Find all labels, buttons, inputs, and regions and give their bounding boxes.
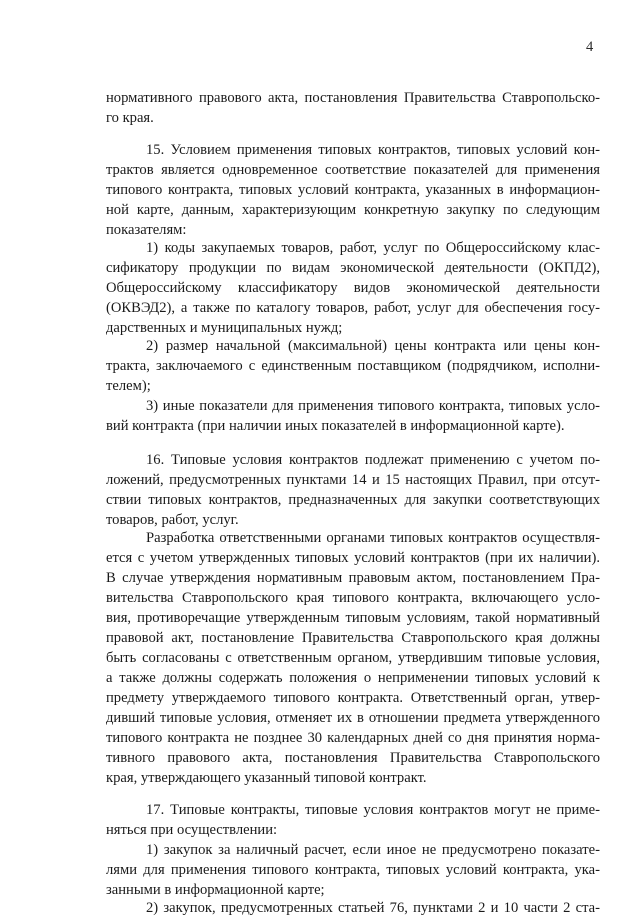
text-line: а также должны содержать положения о неприменении типовых условий к xyxy=(106,670,600,686)
page-number: 4 xyxy=(586,39,594,55)
text-line: вий контракта (при наличии иных показателей в информационной карте). xyxy=(106,418,565,434)
text-line: няться при осуществлении: xyxy=(106,822,278,838)
text-line: товаров, работ, услуг. xyxy=(106,512,239,528)
text-line: трактов является одновременное соответствие показателей для применения xyxy=(106,162,600,178)
text-line: занными в информационной карте; xyxy=(106,882,325,898)
text-line: тивного правового акта, постановления Правительства Ставропольского xyxy=(106,750,600,766)
text-line: правовой акт, постановление Правительства Ставропольского края должны xyxy=(106,630,600,646)
text-line: вительства Ставропольского края типового контракта, включающего усло- xyxy=(106,590,600,606)
text-line: 15. Условием применения типовых контрактов, типовых условий кон- xyxy=(146,142,600,158)
text-line: 1) закупок за наличный расчет, если иное не предусмотрено показате- xyxy=(146,842,600,858)
text-line: дарственных и муниципальных нужд; xyxy=(106,320,343,336)
text-line: го края. xyxy=(106,110,154,126)
text-line: края, утверждающего указанный типовой контракт. xyxy=(106,770,427,786)
text-line: вия, противоречащие утвержденным типовым условиям, такой нормативный xyxy=(106,610,600,626)
text-line: Общероссийскому классификатору видов экономической деятельности xyxy=(106,280,600,296)
text-line: дивший типовые условия, отменяет их в отношении предмета утвержденного xyxy=(106,710,600,726)
text-line: типового контракта, типовых условий контракта, указанных в информацион- xyxy=(106,182,600,198)
text-line: Разработка ответственными органами типовых контрактов осуществля- xyxy=(146,530,600,546)
text-line: сификатору продукции по видам экономической деятельности (ОКПД2), xyxy=(106,260,600,276)
text-line: предмету утверждаемого типового контракта. Ответственный орган, утвер- xyxy=(106,690,600,706)
text-line: ствии типовых контрактов, предназначенных для закупки соответствующих xyxy=(106,492,600,508)
text-line: показателям: xyxy=(106,222,187,238)
text-line: ложений, предусмотренных пунктами 14 и 15 настоящих Правил, при отсут- xyxy=(106,472,600,488)
text-line: ной карте, данным, характеризующим конкретную закупку по следующим xyxy=(106,202,600,218)
text-line: 2) размер начальной (максимальной) цены контракта или цены кон- xyxy=(146,338,600,354)
text-line: 2) закупок, предусмотренных статьей 76, пунктами 2 и 10 части 2 ста- xyxy=(146,900,600,916)
text-line: лями для применения типового контракта, типовых условий контракта, ука- xyxy=(106,862,600,878)
text-line: 16. Типовые условия контрактов подлежат применению с учетом по- xyxy=(146,452,600,468)
text-line: ется с учетом утвержденных типовых условий контрактов (при их наличии). xyxy=(106,550,600,566)
text-line: быть согласованы с ответственным органом, утвердившим типовые условия, xyxy=(106,650,600,666)
text-line: (ОКВЭД2), а также по каталогу товаров, работ, услуг для обеспечения госу- xyxy=(106,300,600,316)
text-line: типового контракта не позднее 30 календарных дней со дня принятия норма- xyxy=(106,730,600,746)
text-line: 17. Типовые контракты, типовые условия контрактов могут не приме- xyxy=(146,802,600,818)
text-line: нормативного правового акта, постановления Правительства Ставропольско- xyxy=(106,90,600,106)
text-line: В случае утверждения нормативным правовым актом, постановлением Пра- xyxy=(106,570,600,586)
text-line: 1) коды закупаемых товаров, работ, услуг по Общероссийскому клас- xyxy=(146,240,600,256)
text-line: тракта, заключаемого с единственным поставщиком (подрядчиком, исполни- xyxy=(106,358,600,374)
text-line: 3) иные показатели для применения типового контракта, типовых усло- xyxy=(146,398,600,414)
text-line: телем); xyxy=(106,378,151,394)
